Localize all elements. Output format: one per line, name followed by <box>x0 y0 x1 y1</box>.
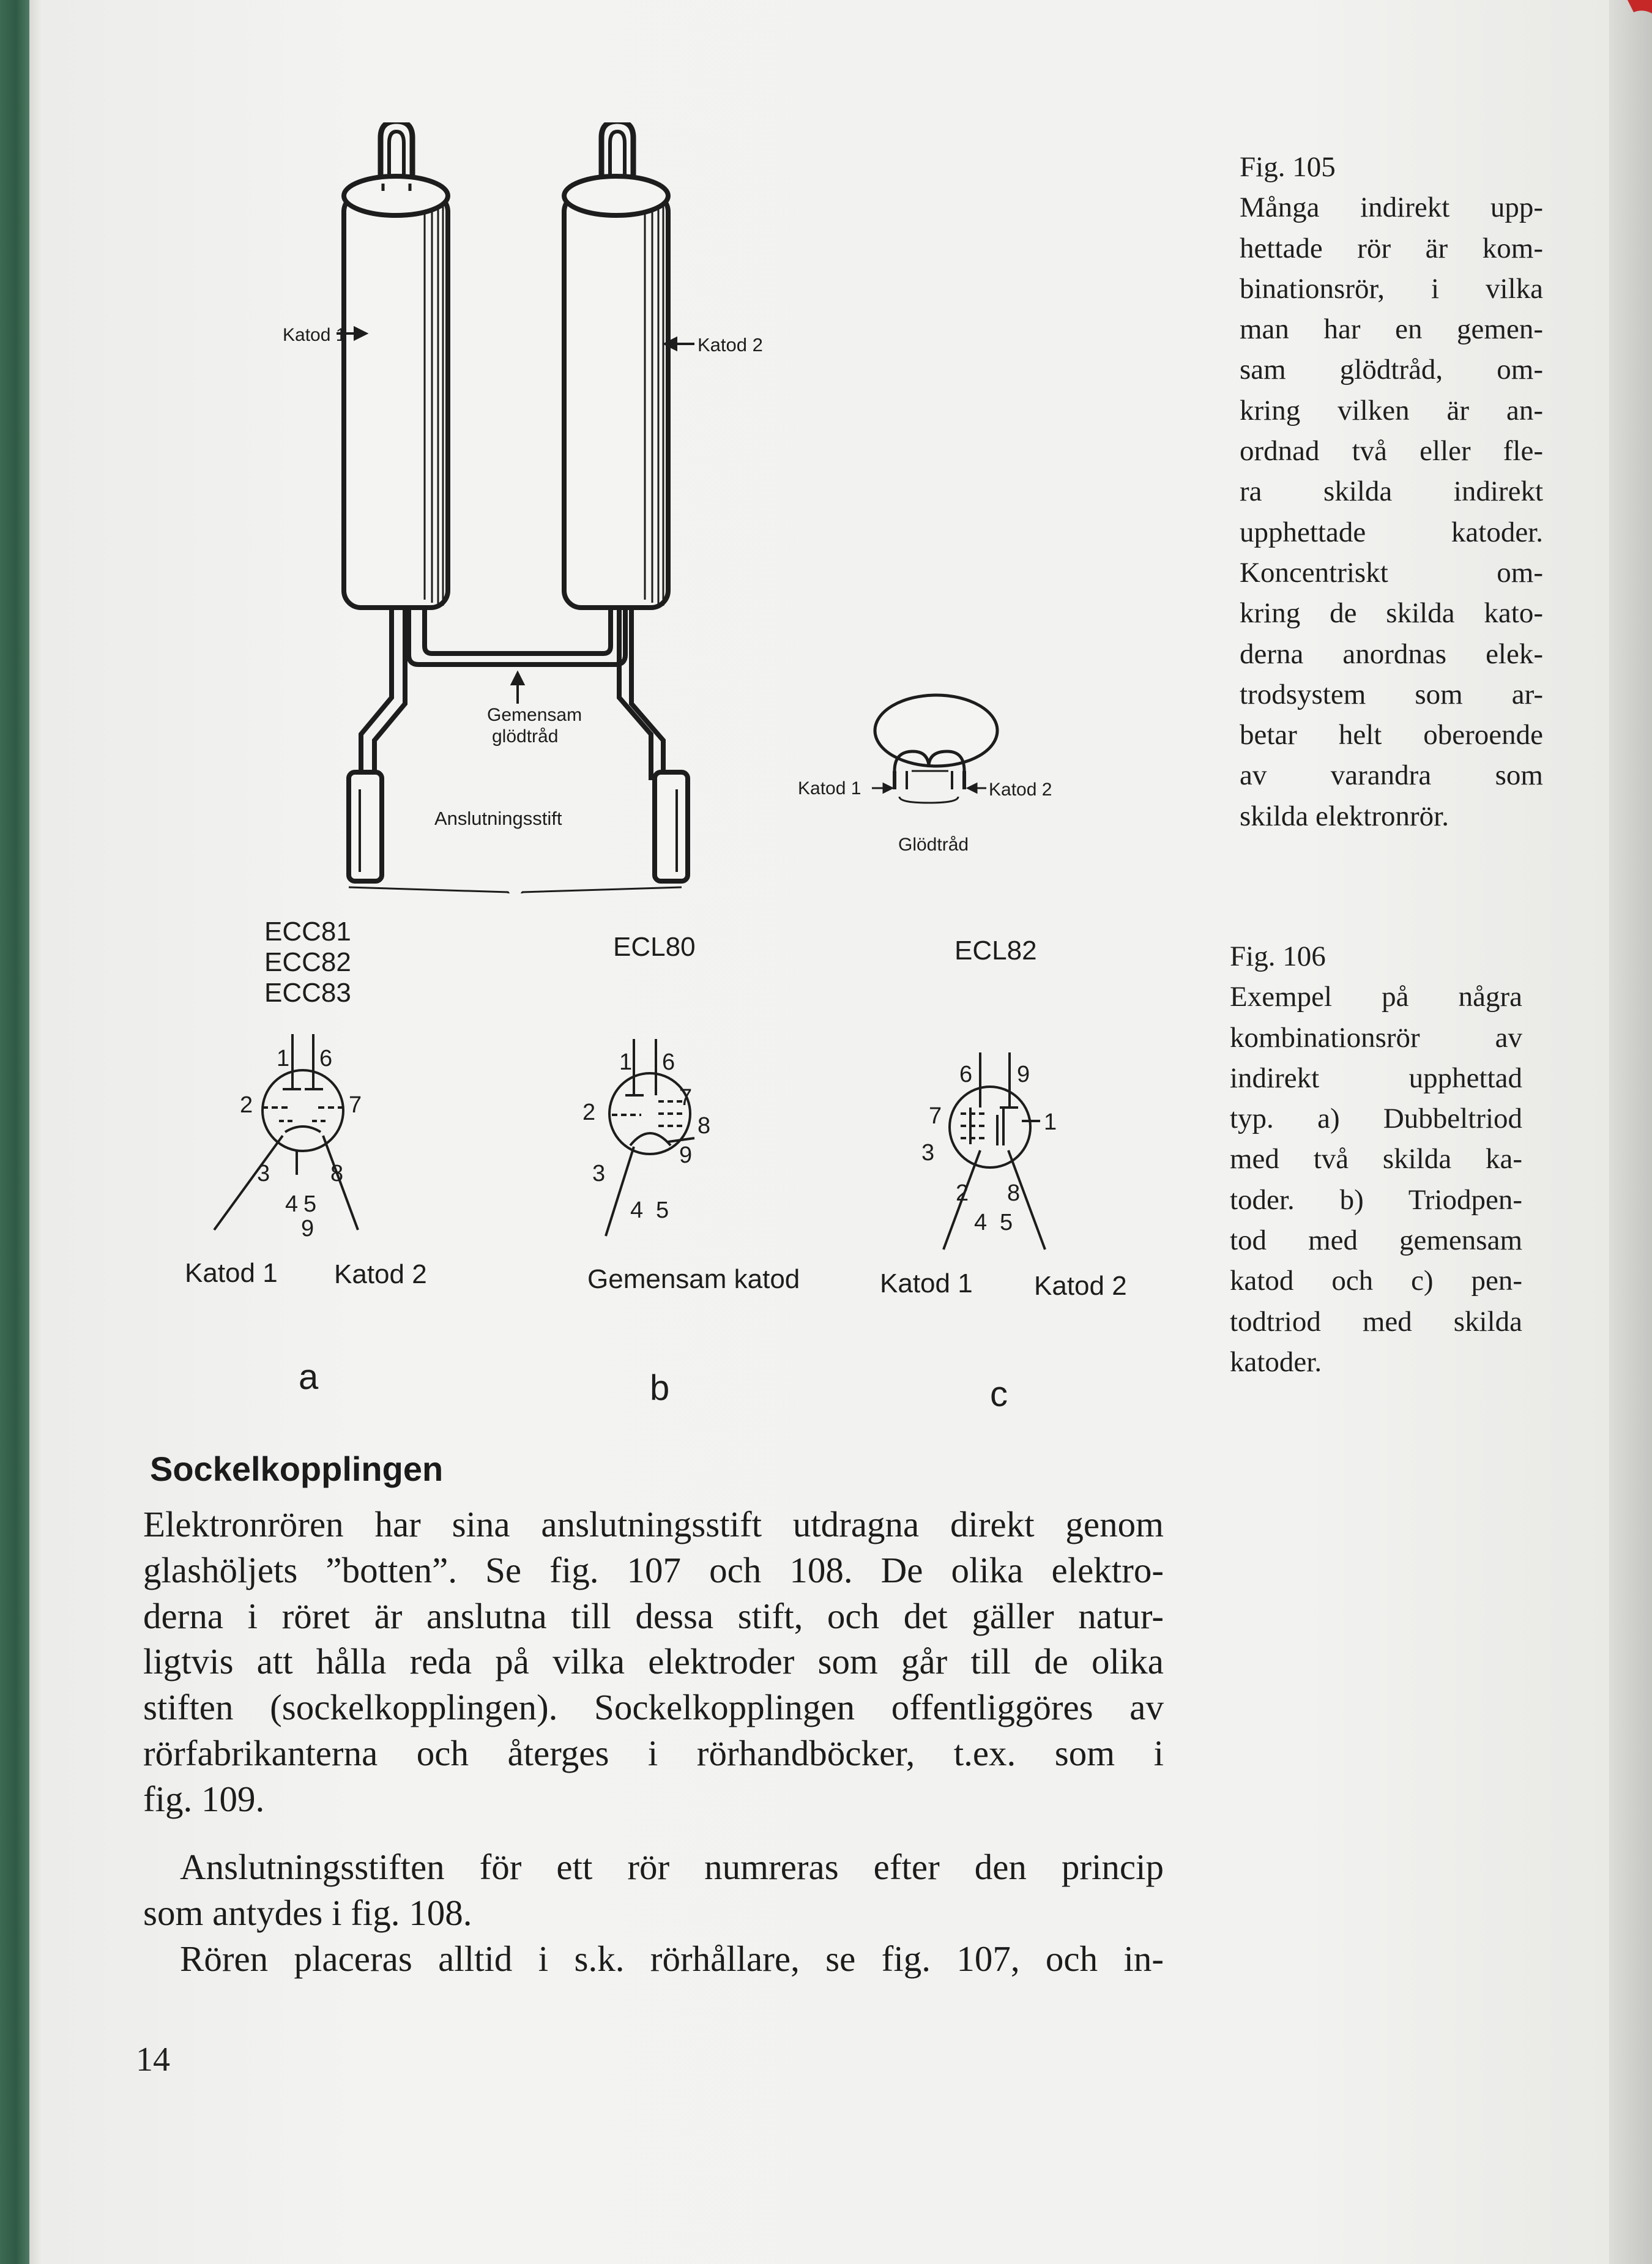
tube-c-pin-5: 5 <box>1000 1210 1013 1235</box>
tube-c-pin-1: 1 <box>1044 1109 1057 1135</box>
paragraph-line: Rören placeras alltid i s.k. rörhållare, se fig. 107, och in- <box>180 1938 1164 1979</box>
fig105-line: av varandra som <box>1240 759 1543 792</box>
label-glodtrad-small: Glödtråd <box>898 835 969 855</box>
tube-a-pin-4: 4 <box>285 1191 299 1217</box>
fig105-line: upphettade katoder. <box>1240 516 1543 548</box>
fig106-line: tod med gemensam <box>1230 1224 1522 1257</box>
tube-b-pin-4: 4 <box>630 1197 644 1223</box>
tube-b-katod: Gemensam katod <box>587 1264 800 1294</box>
tube-c-katod-1: Katod 1 <box>880 1268 973 1298</box>
fig106-line: katoder. <box>1230 1346 1322 1378</box>
paragraph-line: fig. 109. <box>143 1778 265 1819</box>
section-heading: Sockelkopplingen <box>150 1450 444 1488</box>
tube-a-pin-8: 8 <box>330 1161 344 1186</box>
heater-wires <box>361 606 663 780</box>
fig105-line: kring de skilda kato- <box>1240 597 1543 630</box>
paragraph-line: glashöljets ”botten”. Se fig. 107 och 108. De olika elektro- <box>143 1549 1164 1590</box>
tube-a-katod-2: Katod 2 <box>334 1259 427 1289</box>
figure-106-diagram <box>141 906 1181 1407</box>
tube-a-pin-2: 2 <box>240 1092 253 1118</box>
page-gutter <box>29 0 43 2264</box>
fig106-line: indirekt upphettad <box>1230 1062 1522 1094</box>
tube-cutaway-right <box>564 122 668 608</box>
tube-a-pin-6: 6 <box>319 1046 333 1071</box>
tube-b-pin-5: 5 <box>656 1197 669 1223</box>
tube-b-name: ECL80 <box>613 932 696 962</box>
label-gemensam: Gemensam <box>487 705 582 725</box>
tube-cutaway-left <box>344 122 448 608</box>
fig106-number: Fig. 106 <box>1230 940 1326 972</box>
fig106-line: katod och c) pen- <box>1230 1265 1522 1297</box>
tube-c-pin-6: 6 <box>959 1062 973 1087</box>
red-bookmark-mark <box>1609 0 1652 37</box>
paragraph-line: rörfabrikanterna och återges i rörhandböcker, t.ex. som i <box>143 1732 1164 1773</box>
book-spine <box>0 0 29 2264</box>
tube-a-pin-7: 7 <box>349 1092 362 1118</box>
arrow-gemensam <box>512 673 523 704</box>
fig106-line: kombinationsrör av <box>1230 1021 1522 1054</box>
fig105-line: ordnad två eller fle- <box>1240 435 1543 467</box>
tube-c-pin-7: 7 <box>929 1103 942 1129</box>
tube-a-katod-1: Katod 1 <box>185 1258 278 1288</box>
tube-c-pin-8: 8 <box>1007 1180 1021 1206</box>
tube-a-pin-9: 9 <box>301 1216 314 1242</box>
tube-b-pin-1: 1 <box>619 1049 633 1075</box>
tube-a-pin-3: 3 <box>257 1161 270 1186</box>
fig106-line: Exempel på några <box>1230 981 1522 1013</box>
paragraph-line: ligtvis att hålla reda på vilka elektroder som går till de olika <box>143 1641 1164 1682</box>
label-katod1: Katod 1 <box>283 325 346 345</box>
fig105-line: hettade rör är kom- <box>1240 232 1543 264</box>
tube-c-pin-9: 9 <box>1017 1062 1030 1087</box>
tube-b-pin-3: 3 <box>592 1161 606 1186</box>
figure-106-caption <box>1230 936 1522 1382</box>
paragraph-3 <box>143 1936 1164 1982</box>
paragraph-line: Anslutningsstiften för ett rör numreras efter den princip <box>180 1847 1164 1887</box>
label-katod2-small: Katod 2 <box>989 780 1052 800</box>
fig105-line: derna anordnas elek- <box>1240 638 1543 670</box>
tube-a-pin-1: 1 <box>277 1046 290 1071</box>
fig105-line: ra skilda indirekt <box>1240 475 1543 508</box>
fig105-line: kring vilken är an- <box>1240 394 1543 426</box>
tube-b-pin-2: 2 <box>582 1100 596 1125</box>
tube-a-name-3: ECC83 <box>264 978 351 1008</box>
tube-c-letter: c <box>990 1374 1008 1407</box>
tube-b-letter: b <box>650 1368 670 1407</box>
fig105-number: Fig. 105 <box>1240 151 1336 183</box>
paragraph-line: Elektronrören har sina anslutningsstift utdragna direkt genom <box>143 1504 1164 1544</box>
tube-a-name-2: ECC82 <box>264 947 351 977</box>
tube-c-pin-4: 4 <box>974 1210 988 1235</box>
tube-c-pin-3: 3 <box>921 1140 935 1166</box>
tube-c-pin-2: 2 <box>956 1180 969 1206</box>
small-tube-cross-section <box>875 695 997 803</box>
tube-b-pin-7: 7 <box>679 1085 693 1111</box>
fig105-line: Många indirekt upp- <box>1240 192 1543 224</box>
tube-c-katod-2: Katod 2 <box>1034 1271 1127 1301</box>
fig105-line: binationsrör, i vilka <box>1240 272 1543 305</box>
tube-b-pin-8: 8 <box>698 1113 711 1139</box>
figure-105-caption <box>1240 147 1543 836</box>
fig106-line: todtriod med skilda <box>1230 1305 1522 1338</box>
paragraph-line: derna i röret är anslutna till dessa stift, och det gäller natur- <box>143 1595 1164 1636</box>
paragraph-1 <box>143 1502 1164 1822</box>
fig105-line: betar helt oberoende <box>1240 719 1543 751</box>
page-number: 14 <box>136 2041 170 2079</box>
fig105-line: man har en gemen- <box>1240 313 1543 346</box>
paragraph-line: stiften (sockelkopplingen). Sockelkopplingen offentliggöres av <box>143 1687 1164 1728</box>
fig105-line: Koncentriskt om- <box>1240 556 1543 589</box>
paragraph-line: som antydes i fig. 108. <box>143 1892 472 1933</box>
tube-c-name: ECL82 <box>954 936 1037 966</box>
figure-105-diagram <box>245 122 1114 893</box>
fig105-line: trodsystem som ar- <box>1240 678 1543 710</box>
fig106-line: typ. a) Dubbeltriod <box>1230 1103 1522 1135</box>
tube-a-pin-5: 5 <box>303 1191 317 1217</box>
tube-b-pin-9: 9 <box>679 1142 693 1168</box>
tube-a-names <box>264 917 351 1008</box>
label-glodtrad: glödtråd <box>492 726 559 747</box>
tube-a-letter: a <box>299 1357 319 1397</box>
fig105-line: skilda elektronrör. <box>1240 800 1449 832</box>
anslutningsstift-brace <box>349 887 682 893</box>
fig106-line: toder. b) Triodpen- <box>1230 1183 1522 1216</box>
tube-b-pin-6: 6 <box>662 1049 675 1075</box>
label-anslutningsstift: Anslutningsstift <box>434 808 562 829</box>
fig106-line: med två skilda ka- <box>1230 1143 1522 1175</box>
label-katod2: Katod 2 <box>698 334 763 356</box>
page-edge <box>1609 0 1652 2264</box>
tube-a-name-1: ECC81 <box>264 917 351 947</box>
label-katod1-small: Katod 1 <box>798 778 861 799</box>
paragraph-2 <box>143 1844 1164 1936</box>
fig105-line: sam glödtråd, om- <box>1240 354 1543 386</box>
